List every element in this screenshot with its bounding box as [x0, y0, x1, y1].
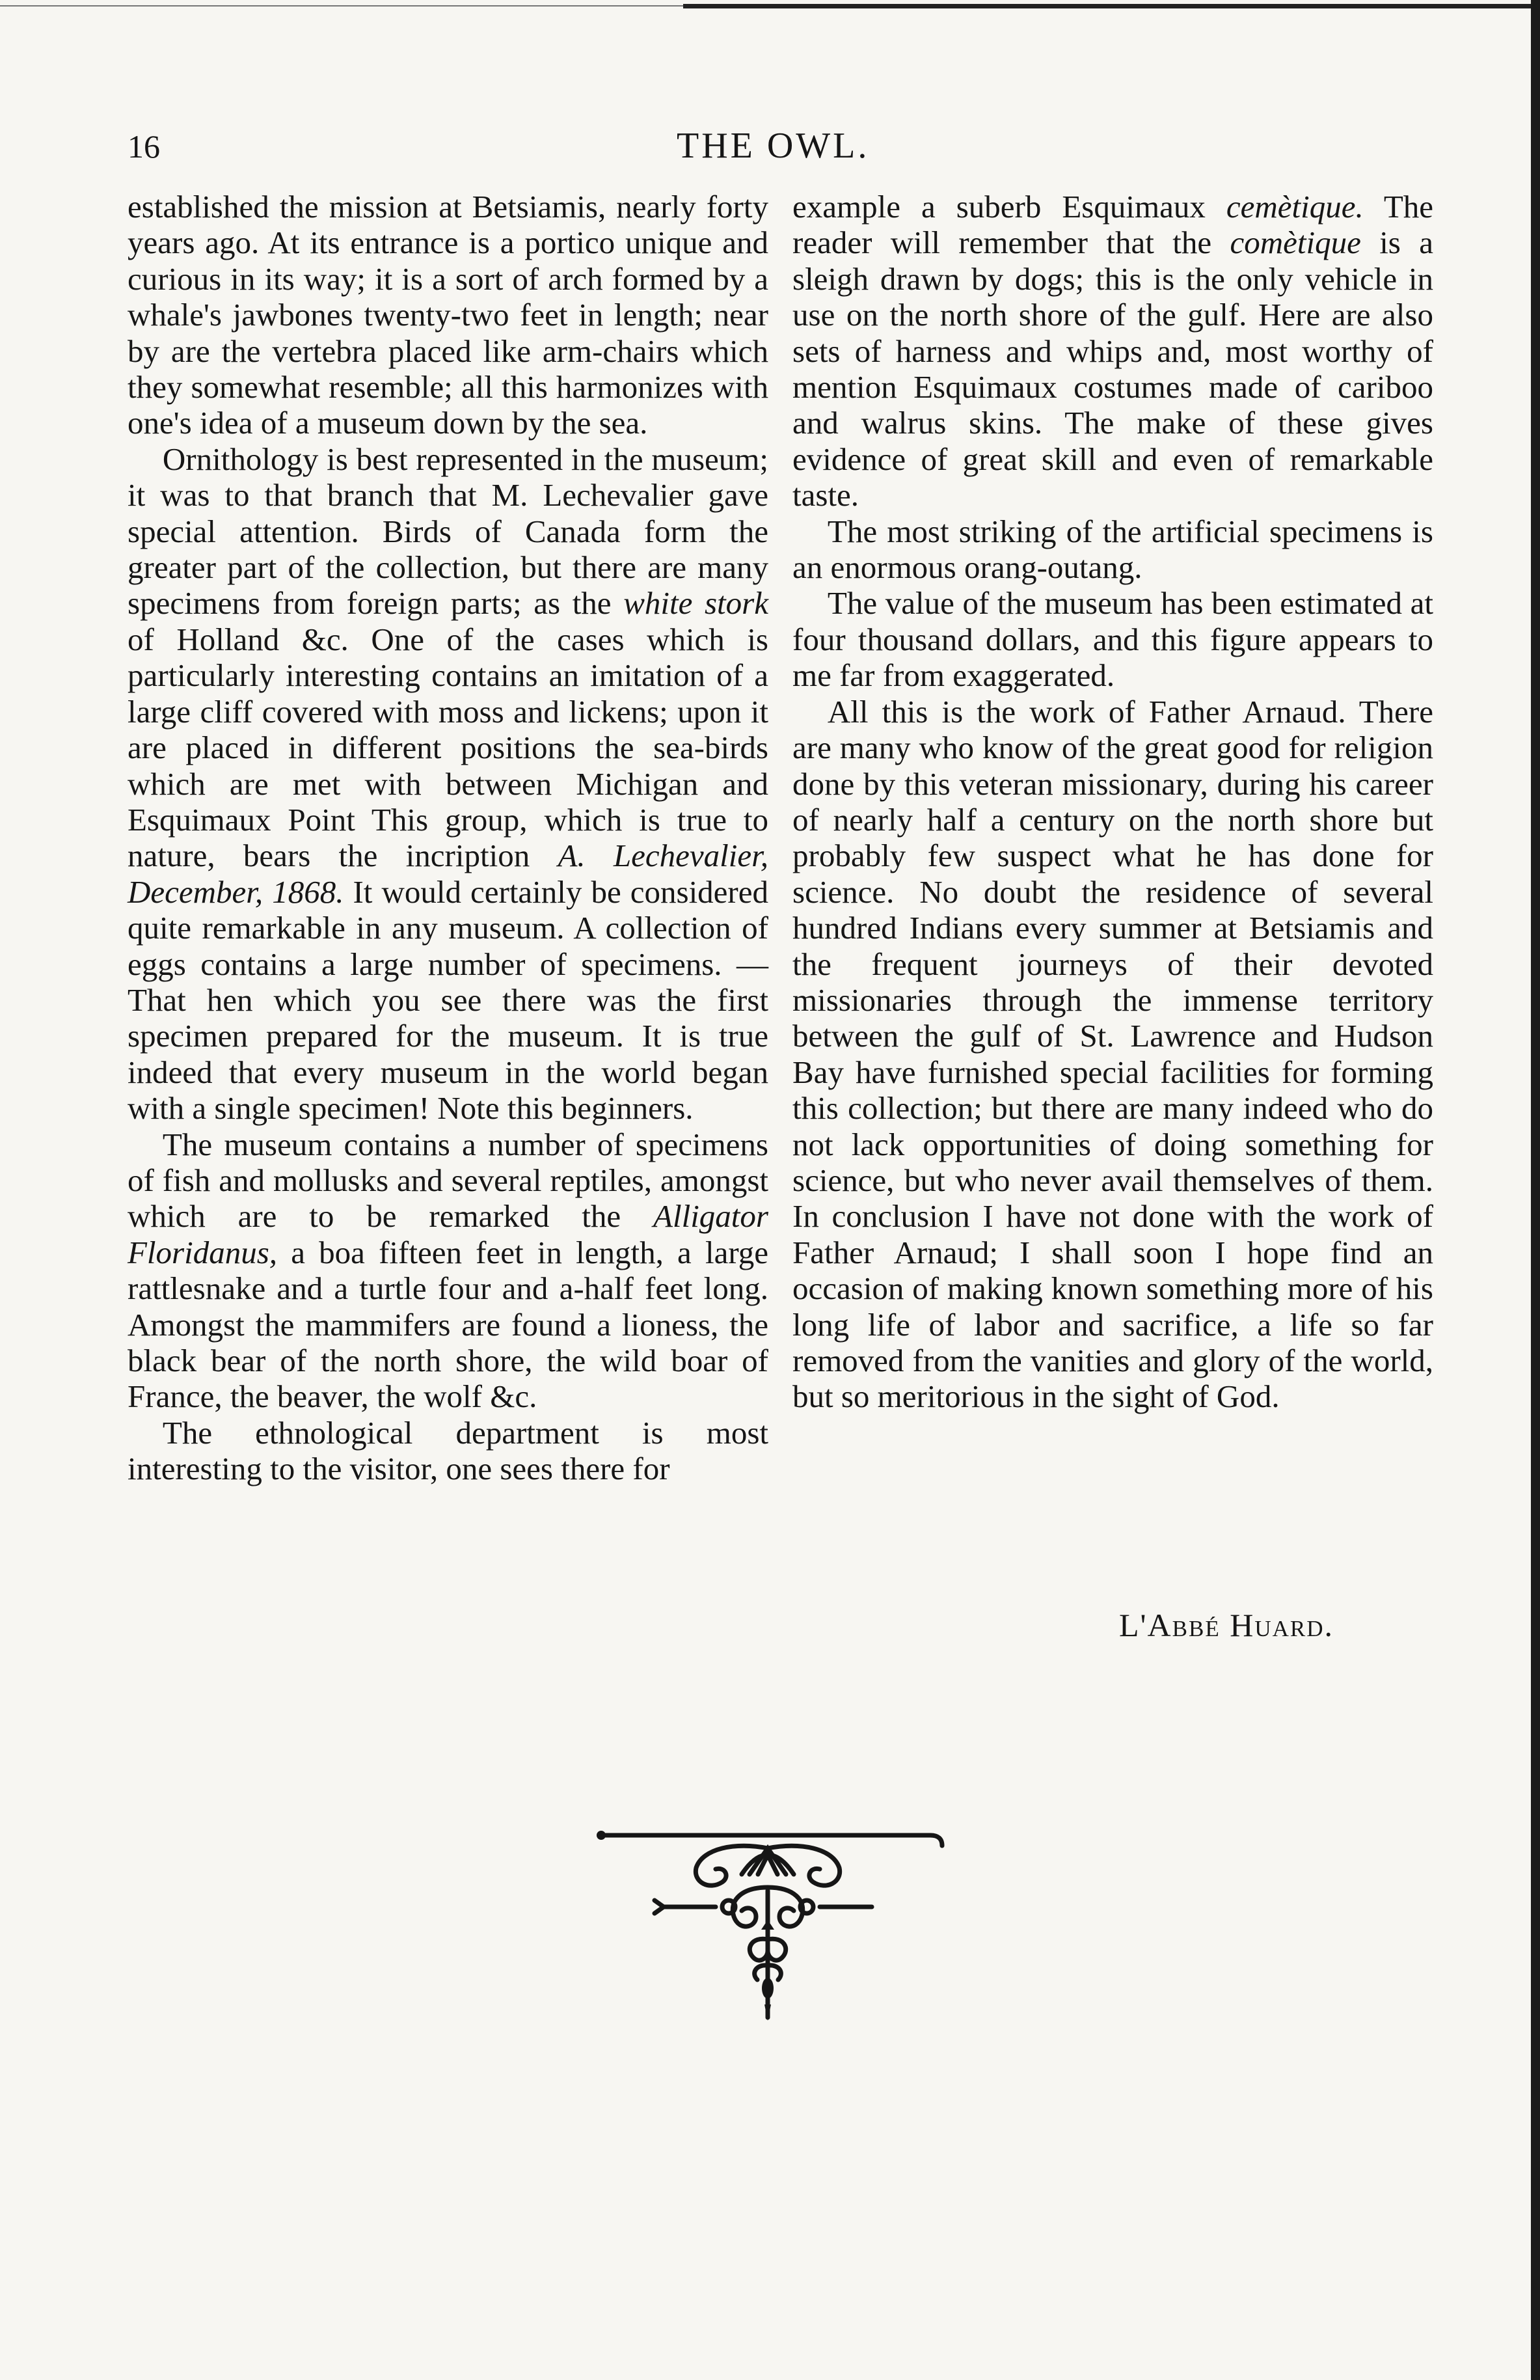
paragraph — [792, 694, 1433, 1415]
text-run: Ornithology is best represented in the museum; it was to that branch that M. Lechevalier gave special attention. Birds of Canada form the greater part of the collection, but there are many specimens from foreign parts; as the — [128, 441, 768, 622]
paragraph — [128, 441, 768, 1127]
text-run: a boa fifteen feet in length, a large rattlesnake and a turtle four and a-half feet long. Amongst the mammifers are found a lioness, the black bear of the north shore, the wild boar of France, the beaver, the wolf &c. — [128, 1234, 768, 1415]
paragraph — [792, 585, 1433, 693]
text-run: The reader will remember that the — [792, 189, 1433, 261]
text-run: established the mission at Betsiamis, nearly forty years ago. At its entrance is a portico unique and curious in its way; it is a sort of arch formed by a whale's jawbones twenty-two feet in length; near by are the vertebra placed like arm-chairs which they somewhat resemble; all this harmonizes with one's idea of a museum down by the sea. — [128, 189, 768, 441]
italic-text: cemètique. — [1226, 189, 1364, 225]
italic-text: comètique — [1230, 225, 1361, 261]
paragraph — [792, 513, 1433, 586]
right-column — [792, 189, 1433, 1415]
italic-text: white stork — [623, 585, 768, 622]
text-run: is a sleigh drawn by dogs; this is the only vehicle in use on the north shore of the gulf. Here are also sets of harness and whips and, most worthy of mention Esquimaux costumes made of cariboo and walrus skins. The make of these gives evidence of great skill and even of remarkable taste. — [792, 225, 1433, 513]
paragraph — [128, 1127, 768, 1415]
left-column — [128, 189, 768, 1487]
text-run: It would certainly be considered quite remarkable in any museum. A collection of eggs contains a large number of specimens. — That hen which you see there was the first specimen prepared for the museum. It is true indeed that every museum in the world began with a single specimen! Note this beginners. — [128, 873, 768, 1127]
page-edge-shadow — [1531, 0, 1540, 2380]
top-rule-thick — [683, 4, 1540, 8]
top-rule — [0, 4, 1540, 9]
text-run: of Holland &c. One of the cases which is particularly interesting contains an imitation of a large cliff covered with moss and lickens; upon it are placed in different positions the sea-birds which are met with between Michigan and Esquimaux Point This group, which is true to nature, bears the incription — [128, 621, 768, 874]
running-head: THE OWL. — [677, 126, 870, 166]
author-signature: L'Abbé Huard. — [1119, 1607, 1334, 1643]
paragraph — [128, 1415, 768, 1487]
italic-text: Alligator Floridanus, — [128, 1198, 768, 1270]
paragraph — [792, 189, 1433, 513]
text-run: The museum contains a number of specimens of fish and mollusks and several reptiles, amongst which are to be remarked the — [128, 1126, 768, 1235]
italic-text: A. Lechevalier, December, 1868. — [128, 838, 768, 910]
top-rule-thin — [0, 5, 683, 7]
text-run: The ethnological department is most interesting to the visitor, one sees there for — [128, 1414, 768, 1487]
page-number: 16 — [128, 128, 160, 165]
text-run: The value of the museum has been estimated at four thousand dollars, and this figure appears to me far from exaggerated. — [792, 585, 1433, 694]
text-run: example a suberb Esquimaux — [792, 189, 1226, 225]
text-run: All this is the work of Father Arnaud. There are many who know of the great good for religion done by this veteran missionary, during his career of nearly half a century on the north shore but probably few suspect what he has done for science. No doubt the residence of several hundred Indians every summer at Betsiamis and the frequent journeys of their devoted missionaries through the immense territory between the gulf of St. Lawrence and Hudson Bay have furnished special facilities for forming this collection; but there are many indeed who do not lack opportunities of doing something for science, but who never avail themselves of them. In conclusion I have not done with the work of Father Arnaud; I shall soon I hope find an occasion of making known something more of his long life of labor and sacrifice, a life so far removed from the vanities and glory of the world, but so meritorious in the sight of God. — [792, 693, 1433, 1415]
paragraph — [128, 189, 768, 441]
decorative-tailpiece-icon — [586, 1809, 950, 2024]
text-run: The most striking of the artificial specimens is an enormous orang-outang. — [792, 513, 1433, 586]
